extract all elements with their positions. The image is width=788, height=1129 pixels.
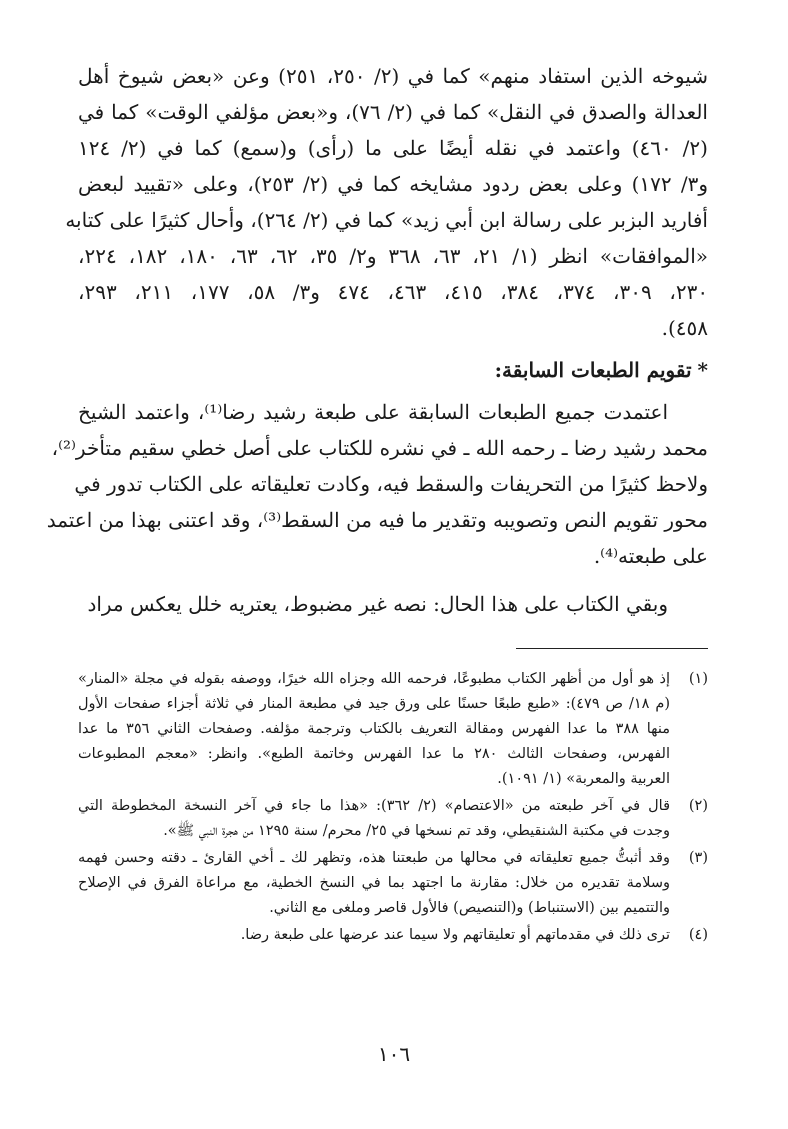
footnote-line: منها ٣٨٨ ما عدا الفهرس ومقالة التعريف بالكتاب وترجمة مؤلفه. وصفحات الثاني ٣٥٦ ما عدا (78, 721, 670, 737)
footnote-text (78, 667, 670, 792)
body-line: «الموافقات» انظر (١/ ٢١، ٦٣، ٣٦٨ و٢/ ٣٥، ٦٢، ٦٣، ١٨٠، ١٨٢، ٢٢٤، (78, 244, 709, 268)
footnote-line: والتتميم بين (الاستنباط) و(التنصيص) فالأول قاصر وملغى مع الثاني. (269, 900, 670, 916)
page-content (46, 58, 709, 950)
footnote-number: (١) (688, 671, 708, 687)
asterisk-icon: * (697, 358, 708, 382)
footnote-text (78, 794, 670, 844)
body-line: و٣/ ١٧٢) وعلى بعض ردود مشايخه كما في (٢/ ٢٥٣)، وعلى «تقييد لبعض (78, 172, 708, 196)
footnote-number: (٣) (688, 850, 708, 866)
body-line: على طبعته⁽⁴⁾. (593, 544, 708, 568)
body-line: (٢/ ٤٦٠) واعتمد في نقله أيضًا على ما (رأى) و(سمع) كما في (٢/ ١٢٤ (78, 136, 708, 160)
paragraph-current-state (78, 586, 708, 622)
footnote-2 (78, 794, 708, 844)
intro-paragraph (65, 58, 709, 346)
footnote-line: قال في آخر طبعته من «الاعتصام» (٢/ ٣٦٢): «هذا ما جاء في آخر النسخة المخطوطة التي (78, 798, 671, 814)
footnote-line: الفهرس، وصفحات الثالث ٢٨٠ ما عدا الفهرس وخاتمة الطبع». وانظر: «معجم المطبوعات (78, 746, 670, 762)
body-line: العدالة والصدق في النقل» كما في (٢/ ٧٦)، و«بعض مؤلفي الوقت» كما في (78, 100, 708, 124)
body-line: محور تقويم النص وتصويبه وتقدير ما فيه من السقط⁽³⁾، وقد اعتنى بهذا من اعتمد (46, 508, 708, 532)
footnote-line: العربية والمعربة» (١/ ١٠٩١). (497, 771, 670, 787)
footnote-1 (78, 667, 708, 792)
footnotes (78, 667, 708, 948)
footnote-line: ترى ذلك في مقدماتهم أو تعليقاتهم ولا سيما عند عرضها على طبعة رضا. (240, 927, 670, 943)
footnote-line: وسلامة تقديره من خلال: مقارنة ما اجتهد بما في النسخ الخطية، مع مراعاة الفرق في الإصلاح (78, 875, 670, 891)
body-line: أفاريد البزبر على رسالة ابن أبي زيد» كما في (٢/ ٢٦٤)، وأحال كثيرًا على كتابه (65, 208, 708, 232)
page-number: ١٠٦ (377, 1042, 411, 1066)
footnote-4 (78, 923, 708, 948)
body-line: ٢٣٠، ٣٠٩، ٣٧٤، ٣٨٤، ٤١٥، ٤٦٣، ٤٧٤ و٣/ ٥٨، ١٧٧، ٢١١، ٢٩٣، (78, 280, 709, 304)
section-heading-text: تقويم الطبعات السابقة: (494, 358, 692, 382)
body-line: ولاحظ كثيرًا من التحريفات والسقط فيه، وكادت تعليقاته على الكتاب تدور في (74, 472, 708, 496)
body-line: اعتمدت جميع الطبعات السابقة على طبعة رشيد رضا⁽¹⁾، واعتمد الشيخ (78, 400, 668, 424)
body-line: محمد رشيد رضا ـ رحمه الله ـ في نشره للكتاب على أصل خطي سقيم متأخر⁽²⁾، (51, 436, 708, 460)
footnote-divider (516, 648, 708, 649)
footnote-line: (م ١٨/ ص ٤٧٩): «طبع طبعًا حسنًا على ورق جيد في مطبعة المنار في ثلاثة أجزاء صفحات الأول (78, 696, 670, 712)
body-line: ٤٥٨). (661, 316, 708, 340)
footnote-line: إذ هو أول من أظهر الكتاب مطبوعًا، فرحمه الله وجزاه الله خيرًا، ووصفه بقوله في مجلة «المنار» (78, 671, 670, 687)
paragraph-previous-editions (46, 394, 708, 574)
section-heading (78, 352, 708, 388)
footnote-number: (٢) (688, 798, 708, 814)
footnote-text (78, 923, 670, 948)
body-line: وبقي الكتاب على هذا الحال: نصه غير مضبوط، يعتريه خلل يعكس مراد (87, 592, 668, 616)
body-line: شيوخه الذين استفاد منهم» كما في (٢/ ٢٥٠، ٢٥١) وعن «بعض شيوخ أهل (78, 64, 708, 88)
footnote-text (78, 846, 670, 921)
footnote-line: وجدت في مكتبة الشنقيطي، وقد تم نسخها في ٢٥/ محرم/ سنة ١٢٩٥ من هجرة النبي ﷺ». (163, 823, 670, 839)
footnote-3 (78, 846, 708, 921)
footnote-line: وقد أثبتُّ جميع تعليقاته في محالها من طبعتنا هذه، وتظهر لك ـ أخي القارئ ـ دقته وحسن فهمه (78, 850, 670, 866)
footnote-number: (٤) (688, 927, 708, 943)
